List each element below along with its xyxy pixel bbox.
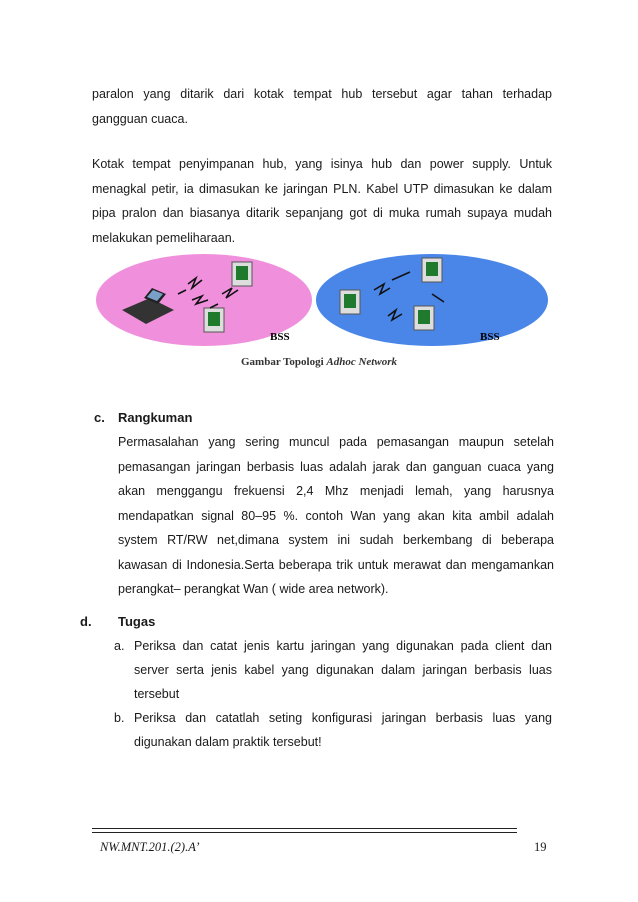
page-number: 19 xyxy=(534,840,547,854)
bss-label-right: BSS xyxy=(480,331,500,343)
text-line: server serta jenis kabel yang digunakan dalam jaringan berbasis luas xyxy=(134,663,552,677)
section-c-marker: c. xyxy=(94,410,105,425)
paragraph-hub-box xyxy=(92,152,552,250)
task-item-a xyxy=(114,634,554,709)
list-marker: b. xyxy=(114,711,125,725)
text-line: akan menggangu frekuensi 2,4 Mhz menjadi lemah, yang harusnya xyxy=(118,484,554,498)
section-d-title: Tugas xyxy=(118,614,156,629)
wireless-device-icon xyxy=(422,258,442,282)
caption-italic: Adhoc Network xyxy=(326,356,397,368)
footer-module-code: NW.MNT.201.(2).A’ xyxy=(100,840,200,854)
text-line: pemasangan jaringan berbasis luas adalah jarak dan ganguan cuaca yang xyxy=(118,459,554,474)
caption-prefix: Gambar Topologi xyxy=(241,356,327,368)
bss-label-left: BSS xyxy=(270,331,290,343)
figure-caption xyxy=(0,356,638,368)
text-line: pipa pralon dan biasanya ditarik sepanjang got di muka rumah supaya mudah xyxy=(92,206,552,220)
adhoc-topology-figure xyxy=(92,250,552,350)
paragraph-continuation xyxy=(92,82,552,131)
text-line: kawasan di Indonesia.Serta beberapa trik untuk merawat dan mengamankan xyxy=(118,557,554,572)
section-d-marker: d. xyxy=(80,614,92,629)
wireless-device-icon xyxy=(414,306,434,330)
text-line: Kotak tempat penyimpanan hub, yang isinya hub dan power supply. Untuk xyxy=(92,157,552,171)
text-line: mendapatkan signal 80–95 %. contoh Wan yang akan kita ambil adalah xyxy=(118,508,554,523)
text-line: paralon yang ditarik dari kotak tempat hub tersebut agar tahan terhadap xyxy=(92,87,552,101)
wireless-device-icon xyxy=(232,262,252,286)
section-c-title: Rangkuman xyxy=(118,410,193,425)
task-item-b xyxy=(114,706,554,756)
list-marker: a. xyxy=(114,639,125,653)
footer-rule xyxy=(92,828,517,829)
summary-paragraph xyxy=(118,430,554,602)
text-line: tersebut xyxy=(134,687,180,701)
text-line: Permasalahan yang sering muncul pada pemasangan maupun setelah xyxy=(118,435,554,449)
text-line: Periksa dan catatlah seting konfigurasi jaringan berbasis luas yang xyxy=(134,711,552,725)
wireless-device-icon xyxy=(340,290,360,314)
footer-rule xyxy=(92,832,517,833)
text-line: Periksa dan catat jenis kartu jaringan yang digunakan pada client dan xyxy=(134,639,552,653)
text-line: system RT/RW net,dimana system ini sudah berkembang di beberapa xyxy=(118,533,554,547)
wireless-device-icon xyxy=(204,308,224,332)
text-line: melakukan pemeliharaan. xyxy=(92,230,236,245)
text-line: gangguan cuaca. xyxy=(92,111,188,126)
text-line: digunakan dalam praktik tersebut! xyxy=(134,735,322,749)
text-line: perangkat– perangkat Wan ( wide area network). xyxy=(118,582,389,596)
text-line: menagkal petir, ia dimasukan ke jaringan PLN. Kabel UTP dimasukan ke dalam xyxy=(92,181,552,196)
